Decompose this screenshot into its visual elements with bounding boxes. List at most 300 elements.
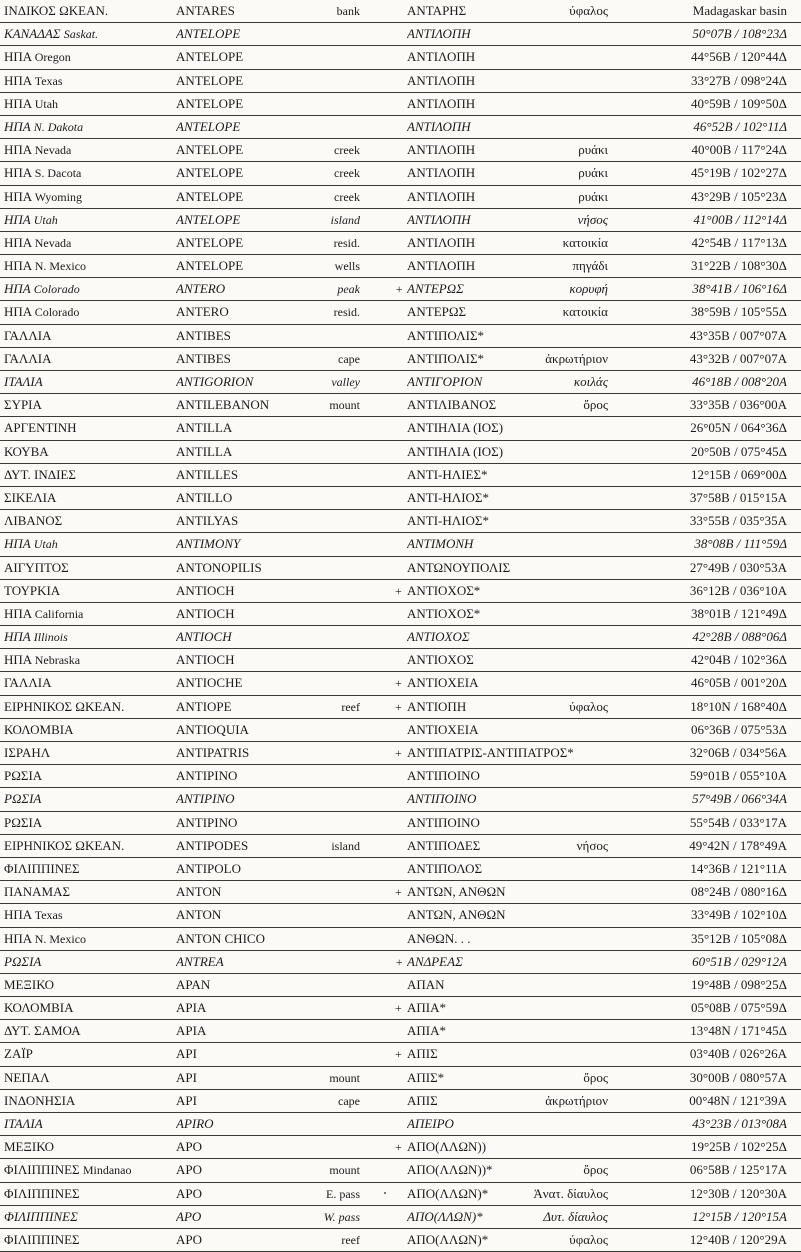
country-cell	[4, 997, 169, 1019]
coordinates: 44°56Β / 120°44Δ	[690, 49, 787, 65]
greek-name: ΑΝΤΙΛΟΠΗ	[407, 26, 471, 42]
greek-name: ΑΝΤΙΠΟΛΙΣ*	[407, 350, 485, 366]
greek-feature-type: Δυτ. δίαυλος	[543, 1208, 608, 1224]
country-cell	[4, 1183, 169, 1205]
country-cell	[4, 255, 169, 277]
table-row	[0, 719, 801, 742]
place-name: ANTON CHICO	[176, 930, 265, 946]
coordinates: 35°12Β / 105°08Δ	[690, 930, 787, 946]
country-cell	[4, 1136, 169, 1158]
greek-name: ΑΠΙΑ*	[407, 1000, 446, 1016]
greek-name: ΑΠΙΣ*	[407, 1069, 445, 1085]
place-name: ANTIPINO	[176, 768, 238, 784]
coordinates: 49°42Ν / 178°49Α	[689, 837, 787, 853]
region-name: Oregon	[34, 50, 71, 65]
greek-name: ΑΝΤΙΠΟΛΙΣ*	[407, 327, 485, 343]
region-name: Utah	[33, 212, 58, 227]
table-row	[0, 1136, 801, 1159]
greek-name: ΑΝΤΙΛΟΠΗ	[407, 188, 476, 204]
country-cell	[4, 116, 169, 138]
feature-type: mount	[329, 1070, 360, 1085]
greek-feature-type: κοιλάς	[573, 374, 608, 389]
country-cell	[4, 626, 169, 648]
country-cell	[4, 441, 169, 463]
greek-name: ΑΝΤΙΓΟΡΙΟΝ	[407, 374, 483, 389]
country-name: ΗΠΑ	[4, 234, 32, 250]
country-name: ΚΟΛΟΜΒΙΑ	[4, 721, 74, 737]
place-name: APO	[176, 1162, 203, 1178]
place-name: API	[176, 1069, 197, 1085]
country-name: ΕΙΡΗΝΙΚΟΣ ΩΚΕΑΝ.	[4, 837, 125, 853]
table-row	[0, 1113, 801, 1136]
country-cell	[4, 533, 169, 555]
table-row	[0, 1090, 801, 1113]
coordinates: Madagaskar basin	[692, 3, 787, 18]
place-name: ANTELOPE	[176, 118, 241, 134]
country-cell	[4, 139, 169, 161]
country-cell	[4, 487, 169, 509]
country-cell	[4, 951, 169, 973]
table-row	[0, 557, 801, 580]
place-name: ANTIPINO	[176, 791, 235, 807]
greek-name: ΑΝΤΙΛΟΠΗ	[407, 49, 476, 65]
greek-feature-type: κατοικία	[562, 304, 608, 320]
table-row	[0, 139, 801, 162]
table-row	[0, 812, 801, 835]
greek-feature-type: ρυάκι	[578, 142, 608, 158]
country-cell	[4, 417, 169, 439]
feature-type: resid.	[333, 305, 360, 320]
country-name: ΣΙΚΕΛΙΑ	[4, 489, 57, 505]
greek-feature-type: ύφαλος	[569, 1231, 608, 1247]
table-row	[0, 46, 801, 69]
greek-name: ΑΝΤΙΟΧΟΣ*	[407, 582, 481, 598]
table-row	[0, 974, 801, 997]
country-cell	[4, 835, 169, 857]
table-row	[0, 788, 801, 811]
place-name: APIA	[176, 1000, 207, 1016]
feature-type: creek	[334, 166, 360, 181]
country-cell	[4, 858, 169, 880]
country-name: ΦΙΛΙΠΠΙΝΕΣ	[4, 1162, 80, 1178]
country-name: ΡΩΣΙΑ	[4, 791, 42, 807]
place-name: ANTIMONY	[176, 536, 241, 552]
table-row	[0, 1183, 801, 1206]
greek-name: ΑΝΤΑΡΗΣ	[407, 3, 467, 18]
coordinates: 59°01Β / 055°10Α	[689, 768, 787, 784]
plus-mark: +	[395, 1001, 402, 1016]
place-name: ANTILLA	[176, 420, 233, 436]
coordinates: 38°08Β / 111°59Δ	[694, 536, 787, 552]
feature-type: island	[331, 838, 360, 853]
country-cell	[4, 371, 169, 393]
coordinates: 06°36Β / 075°53Δ	[690, 721, 787, 737]
region-name: S. Dacota	[34, 166, 82, 181]
place-name: APO	[176, 1185, 203, 1201]
country-cell	[4, 974, 169, 996]
table-row	[0, 603, 801, 626]
country-cell	[4, 1020, 169, 1042]
greek-name: ΑΝΤΙΟΧΕΙΑ	[407, 675, 479, 691]
plus-mark: +	[395, 583, 402, 598]
greek-name: ΑΝΤΙΗΛΙΑ (ΙΟΣ)	[407, 420, 504, 436]
coordinates: 32°06Β / 034°56Α	[689, 745, 787, 760]
coordinates: 33°35Β / 036°00Α	[689, 397, 787, 413]
greek-feature-type: ἀκρωτήριον	[545, 350, 608, 366]
greek-name: ΑΝΤΙΠΑΤΡΙΣ-ΑΝΤΙΠΑΤΡΟΣ*	[407, 745, 574, 760]
country-cell	[4, 1159, 169, 1181]
coordinates: 33°55Β / 035°35Α	[689, 513, 787, 529]
country-name: ΗΠΑ	[4, 281, 31, 297]
region-name: Nevada	[34, 143, 72, 158]
country-cell	[4, 603, 169, 625]
country-cell	[4, 765, 169, 787]
region-name: Wyoming	[34, 189, 82, 204]
greek-name: ΑΝΤΙΛΟΠΗ	[407, 72, 476, 88]
table-row	[0, 881, 801, 904]
feature-type: reef	[341, 699, 360, 714]
greek-name: ΑΝΤΙΛΙΒΑΝΟΣ	[407, 397, 497, 413]
plus-mark: +	[395, 676, 402, 691]
greek-name: ΑΠΟ(ΛΛΩΝ)*	[407, 1231, 489, 1247]
place-name: APO	[176, 1208, 202, 1224]
table-row	[0, 835, 801, 858]
greek-name: ΑΝΤΙΛΟΠΗ	[407, 258, 476, 274]
region-name: Colorado	[34, 305, 80, 320]
place-name: ANTILLO	[176, 489, 233, 505]
coordinates: 42°54Β / 117°13Δ	[691, 234, 787, 250]
country-cell	[4, 557, 169, 579]
country-cell	[4, 881, 169, 903]
region-name: Texas	[34, 73, 63, 88]
greek-name: ΑΝΤΙΠΟΙΝΟ	[407, 814, 480, 830]
coordinates: 19°25Β / 102°25Δ	[690, 1139, 787, 1155]
greek-feature-type: ὄρος	[583, 1162, 608, 1178]
coordinates: 30°00Β / 080°57Α	[689, 1069, 787, 1085]
place-name: ANTILYAS	[176, 513, 239, 529]
table-row	[0, 626, 801, 649]
greek-name: ΑΝΤΕΡΩΣ	[407, 304, 467, 320]
place-name: ANTIOPE	[176, 698, 232, 714]
country-cell	[4, 742, 169, 764]
region-name: N. Mexico	[34, 259, 87, 274]
country-name: ΡΩΣΙΑ	[4, 814, 43, 830]
place-name: ANTIGORION	[176, 374, 254, 389]
place-name: ANTELOPE	[176, 49, 244, 65]
greek-feature-type: ἀκρωτήριον	[545, 1092, 608, 1108]
country-cell	[4, 0, 169, 22]
greek-name: ΑΝΤΙΟΠΗ	[407, 698, 467, 714]
coordinates: 46°18Β / 008°20Α	[692, 374, 787, 389]
coordinates: 08°24Β / 080°16Δ	[690, 884, 787, 900]
table-row	[0, 1067, 801, 1090]
feature-type: cape	[338, 351, 360, 366]
coordinates: 00°48Ν / 121°39Α	[689, 1092, 787, 1108]
country-name: ΗΠΑ	[4, 49, 32, 65]
country-name: ΗΠΑ	[4, 72, 32, 88]
country-name: ΙΤΑΛΙΑ	[4, 1116, 43, 1131]
greek-name: ΑΝΤΩΝ, ΑΝΘΩΝ	[407, 907, 506, 923]
table-row	[0, 1020, 801, 1043]
greek-name: ΑΝΤΙΛΟΠΗ	[407, 211, 471, 227]
country-cell	[4, 1090, 169, 1112]
greek-feature-type: ὄρος	[583, 1069, 608, 1085]
plus-mark: +	[395, 282, 404, 297]
table-row	[0, 255, 801, 278]
feature-type: mount	[329, 1163, 360, 1178]
region-name: N. Mexico	[34, 931, 87, 946]
country-name: ΗΠΑ	[4, 211, 31, 227]
greek-feature-type: κορυφή	[569, 281, 608, 297]
place-name: ANTELOPE	[176, 72, 244, 88]
table-row	[0, 510, 801, 533]
country-cell	[4, 394, 169, 416]
place-name: ANTILEBANON	[176, 397, 270, 413]
plus-mark: +	[395, 746, 402, 760]
country-name: ΜΕΞΙΚΟ	[4, 1139, 55, 1155]
greek-name: ΑΝΤΙΜΟΝΗ	[407, 536, 474, 552]
greek-name: ΑΝΤΙΠΟΛΟΣ	[407, 860, 483, 876]
greek-name: ΑΝΤΙΛΟΠΗ	[407, 118, 471, 134]
greek-name: ΑΝΤΩΝΟΥΠΟΛΙΣ	[407, 559, 511, 575]
greek-name: ΑΝΤΙΛΟΠΗ	[407, 234, 476, 250]
country-name: ΚΟΛΟΜΒΙΑ	[4, 1000, 74, 1016]
place-name: APO	[176, 1139, 203, 1155]
country-cell	[4, 696, 169, 718]
country-name: ΛΙΒΑΝΟΣ	[4, 513, 63, 529]
region-name: Mindanao	[82, 1163, 132, 1178]
country-name: ΦΙΛΙΠΠΙΝΕΣ	[4, 1185, 80, 1201]
table-row	[0, 209, 801, 232]
coordinates: 43°32Β / 007°07Α	[689, 350, 787, 366]
country-cell	[4, 464, 169, 486]
place-name: APIRO	[176, 1116, 214, 1131]
greek-name: ΑΠΟ(ΛΛΩΝ)*	[407, 1208, 483, 1224]
greek-feature-type: ρυάκι	[578, 188, 608, 204]
country-cell	[4, 580, 169, 602]
plus-mark: +	[395, 954, 404, 969]
table-row	[0, 696, 801, 719]
country-cell	[4, 46, 169, 68]
country-name: ΗΠΑ	[4, 188, 32, 204]
country-cell	[4, 23, 169, 45]
greek-name: ΑΠΕΙΡΟ	[407, 1116, 454, 1131]
feature-type: valley	[331, 375, 360, 389]
plus-mark: +	[395, 1047, 402, 1062]
table-row	[0, 533, 801, 556]
greek-name: ΑΠΙΣ	[407, 1046, 438, 1062]
place-name: ANTIOCH	[176, 629, 232, 645]
country-name: ΦΙΛΙΠΠΙΝΕΣ	[4, 1231, 80, 1247]
coordinates: 12°30Β / 120°30Α	[689, 1185, 787, 1201]
table-row	[0, 394, 801, 417]
feature-type: cape	[338, 1093, 360, 1108]
table-row	[0, 278, 801, 301]
greek-feature-type: ρυάκι	[578, 165, 608, 181]
country-name: ΓΑΛΛΙΑ	[4, 350, 52, 366]
table-row	[0, 325, 801, 348]
country-name: ΔΥΤ. ΣΑΜΟΑ	[4, 1023, 81, 1039]
coordinates: 43°29Β / 105°23Δ	[690, 188, 787, 204]
country-cell	[4, 510, 169, 532]
greek-feature-type: νήσος	[576, 837, 608, 853]
greek-name: ΑΝΤΙΠΟΔΕΣ	[407, 837, 481, 853]
country-name: ΗΠΑ	[4, 652, 32, 668]
greek-name: ΑΝΤΙΛΟΠΗ	[407, 142, 476, 158]
place-name: ANTERO	[176, 304, 229, 320]
coordinates: 13°48Ν / 171°45Δ	[690, 1023, 787, 1039]
feature-type: mount	[329, 398, 360, 413]
country-name: ΑΙΓΥΠΤΟΣ	[4, 559, 69, 575]
greek-name: ΑΠΙΣ	[407, 1092, 438, 1108]
place-name: ANTELOPE	[176, 234, 244, 250]
place-name: ANTELOPE	[176, 165, 244, 181]
greek-name: ΑΝΤΙΗΛΙΑ (ΙΟΣ)	[407, 443, 504, 459]
country-name: ΗΠΑ	[4, 536, 31, 552]
place-name: API	[176, 1092, 197, 1108]
table-row	[0, 951, 801, 974]
coordinates: 40°00Β / 117°24Δ	[691, 142, 787, 158]
place-name: ANTIBES	[176, 327, 231, 343]
greek-name: ΑΠΟ(ΛΛΩΝ))*	[407, 1162, 493, 1178]
country-cell	[4, 1113, 169, 1135]
coordinates: 26°05Ν / 064°36Δ	[690, 420, 787, 436]
coordinates: 20°50Β / 075°45Δ	[690, 443, 787, 459]
region-name: Saskat.	[63, 27, 99, 42]
table-row	[0, 70, 801, 93]
table-row	[0, 1043, 801, 1066]
table-row	[0, 441, 801, 464]
place-name: ANTELOPE	[176, 142, 244, 158]
country-name: ΦΙΛΙΠΠΙΝΕΣ	[4, 1208, 78, 1224]
place-name: ANTELOPE	[176, 258, 244, 274]
coordinates: 33°49Β / 102°10Δ	[690, 907, 787, 923]
place-name: ANTON	[176, 884, 222, 900]
greek-name: ΑΝΤΩΝ, ΑΝΘΩΝ	[407, 884, 506, 900]
coordinates: 05°08Β / 075°59Δ	[690, 1000, 787, 1016]
place-name: ANTIPOLO	[176, 860, 241, 876]
table-row	[0, 93, 801, 116]
place-name: ANTIOCH	[176, 652, 235, 668]
coordinates: 43°23Β / 013°08Α	[692, 1116, 787, 1131]
greek-name: ΑΠΟ(ΛΛΩΝ)*	[407, 1185, 489, 1201]
country-name: ΗΠΑ	[4, 95, 32, 111]
place-name: ANTILLA	[176, 443, 233, 459]
table-row	[0, 765, 801, 788]
coordinates: 60°51Β / 029°12Α	[692, 953, 787, 969]
place-name: ANTIPINO	[176, 814, 238, 830]
coordinates: 12°15Β / 069°00Δ	[690, 466, 787, 482]
country-cell	[4, 719, 169, 741]
plus-mark: +	[395, 1140, 402, 1155]
country-name: ΙΤΑΛΙΑ	[4, 374, 43, 389]
place-name: ANTIOCHE	[176, 675, 243, 691]
coordinates: 43°35Β / 007°07Α	[689, 327, 787, 343]
table-row	[0, 186, 801, 209]
coordinates: 27°49Β / 030°53Α	[689, 559, 787, 575]
country-name: ΖΑΪΡ	[4, 1046, 33, 1062]
feature-type: island	[330, 212, 360, 227]
region-name: N. Dakota	[33, 119, 84, 134]
country-name: ΗΠΑ	[4, 118, 31, 134]
table-row	[0, 649, 801, 672]
place-name: ANTIPATRIS	[176, 745, 250, 760]
plus-mark: +	[395, 885, 402, 900]
country-cell	[4, 162, 169, 184]
coordinates: 42°28Β / 088°06Δ	[692, 629, 787, 645]
country-name: ΡΩΣΙΑ	[4, 768, 43, 784]
greek-feature-type: Ἀνατ. δίαυλος	[533, 1185, 608, 1201]
country-cell	[4, 1229, 169, 1251]
country-cell	[4, 1043, 169, 1065]
country-name: ΙΝΔΟΝΗΣΙΑ	[4, 1092, 76, 1108]
country-name: ΗΠΑ	[4, 258, 32, 274]
greek-name: ΑΝΤΙΛΟΠΗ	[407, 95, 476, 111]
country-cell	[4, 186, 169, 208]
coordinates: 55°54Β / 033°17Α	[689, 814, 787, 830]
greek-feature-type: ύφαλος	[569, 3, 608, 18]
greek-feature-type: κατοικία	[562, 234, 608, 250]
greek-name: ΑΝΤΙΟΧΟΣ	[407, 652, 474, 668]
greek-name: ΑΝΘΩΝ. . .	[407, 930, 471, 946]
greek-name: ΑΠΑΝ	[407, 976, 445, 992]
place-name: ANTON	[176, 907, 222, 923]
coordinates: 38°59Β / 105°55Δ	[690, 304, 787, 320]
country-cell	[4, 93, 169, 115]
country-cell	[4, 928, 169, 950]
feature-type: bank	[336, 4, 360, 18]
coordinates: 14°36Β / 121°11Α	[690, 860, 787, 876]
table-row	[0, 580, 801, 603]
country-cell	[4, 1206, 169, 1228]
table-row	[0, 858, 801, 881]
country-name: ΜΕΞΙΚΟ	[4, 976, 55, 992]
place-name: API	[176, 1046, 197, 1062]
country-cell	[4, 904, 169, 926]
coordinates: 41°00Β / 112°14Δ	[693, 211, 787, 227]
coordinates: 37°58Β / 015°15Α	[689, 489, 787, 505]
feature-type: wells	[334, 259, 360, 274]
table-row	[0, 1206, 801, 1229]
place-name: ANTREA	[176, 953, 224, 969]
table-row	[0, 417, 801, 440]
region-name: Utah	[33, 537, 58, 552]
coordinates: 46°52Β / 102°11Δ	[693, 118, 787, 134]
country-cell	[4, 209, 169, 231]
coordinates: 38°41Β / 106°16Δ	[692, 281, 787, 297]
greek-name: ΑΝΤΙΟΧΟΣ	[407, 629, 470, 645]
place-name: ANTERO	[176, 281, 226, 297]
greek-name: ΑΝΤΙ-ΗΛΙΟΣ*	[407, 489, 489, 505]
place-name: ANTELOPE	[176, 26, 241, 42]
coordinates: 33°27Β / 098°24Δ	[690, 72, 787, 88]
page-speck	[384, 1192, 386, 1194]
place-name: APO	[176, 1231, 203, 1247]
table-row	[0, 742, 801, 765]
greek-feature-type: νήσος	[577, 211, 608, 227]
coordinates: 31°22Β / 108°30Δ	[690, 258, 787, 274]
place-name: ANTELOPE	[176, 95, 244, 111]
country-cell	[4, 70, 169, 92]
country-cell	[4, 672, 169, 694]
place-name: ANTIOQUIA	[176, 721, 249, 737]
country-name: ΗΠΑ	[4, 930, 32, 946]
greek-name: ΑΝΤΙΟΧΟΣ*	[407, 605, 481, 621]
table-row	[0, 487, 801, 510]
country-cell	[4, 278, 169, 300]
feature-type: peak	[337, 282, 360, 297]
country-name: ΓΑΛΛΙΑ	[4, 675, 52, 691]
